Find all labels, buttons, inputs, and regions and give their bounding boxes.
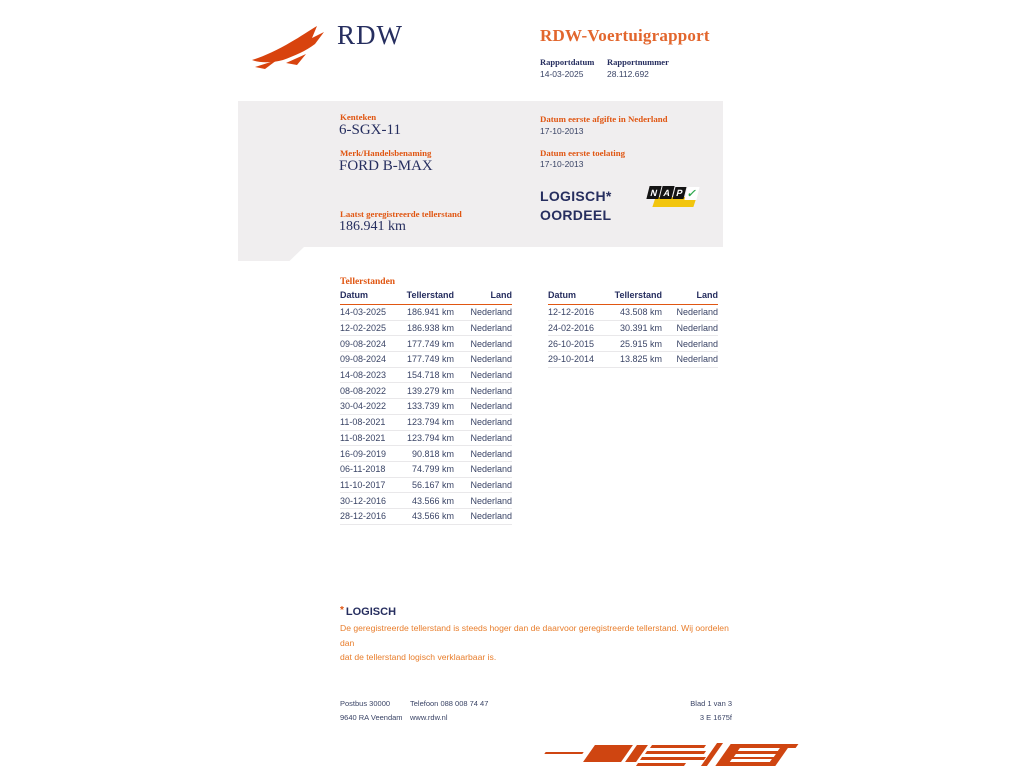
table-header-row	[548, 290, 718, 305]
footnote-text	[340, 621, 740, 665]
footer-website-link[interactable]: www.rdw.nl	[410, 713, 448, 722]
tellerstanden-table-left	[340, 290, 512, 525]
cell-datum: 16-09-2019	[340, 448, 387, 459]
cell-datum: 09-08-2024	[340, 338, 387, 349]
cell-land: Nederland	[676, 323, 718, 334]
cell-datum: 29-10-2014	[548, 354, 595, 365]
cell-tellerstand: 186.938 km	[406, 323, 454, 334]
cell-land: Nederland	[676, 338, 718, 349]
header-tellerstand: Tellerstand	[614, 290, 662, 300]
report-number-value: 28.112.692	[607, 69, 649, 79]
toelating-value: 17-10-2013	[540, 159, 584, 169]
tellerstanden-table-right	[548, 290, 718, 368]
nap-letter-p: P	[673, 187, 687, 199]
merk-value: FORD B-MAX	[339, 158, 433, 174]
nap-logo	[648, 186, 700, 209]
footnote-asterisk: *	[340, 605, 344, 616]
table-row	[340, 446, 512, 462]
table-row	[340, 368, 512, 384]
oordeel-line1: LOGISCH*	[540, 188, 612, 204]
cell-tellerstand: 123.794 km	[406, 432, 454, 443]
cell-tellerstand: 43.566 km	[411, 511, 454, 522]
table-row	[340, 352, 512, 368]
footer-contact	[410, 697, 488, 725]
cell-land: Nederland	[470, 338, 512, 349]
table-row	[548, 336, 718, 352]
cell-land: Nederland	[470, 464, 512, 475]
cell-tellerstand: 30.391 km	[619, 323, 662, 334]
cell-tellerstand: 177.749 km	[406, 338, 454, 349]
oordeel-text	[540, 187, 612, 225]
cell-datum: 14-03-2025	[340, 307, 387, 318]
cell-tellerstand: 90.818 km	[411, 448, 454, 459]
cell-tellerstand: 43.508 km	[619, 307, 662, 318]
table-row	[548, 305, 718, 321]
rdw-stripe-pattern-decoration	[545, 743, 797, 768]
table-row	[340, 321, 512, 337]
kenteken-label: Kenteken	[340, 112, 377, 122]
report-date-value: 14-03-2025	[540, 69, 584, 79]
cell-datum: 06-11-2018	[340, 464, 386, 475]
footer-address-line2: 9640 RA Veendam	[340, 713, 403, 722]
cell-tellerstand: 13.825 km	[619, 354, 662, 365]
footer-form-code: 3 E 1675f	[699, 713, 732, 722]
cell-land: Nederland	[470, 385, 512, 396]
cell-datum: 26-10-2015	[548, 338, 595, 349]
table-row	[340, 493, 512, 509]
report-number-label: Rapportnummer	[607, 57, 669, 67]
table-row	[340, 462, 512, 478]
header-datum: Datum	[548, 290, 577, 300]
cell-land: Nederland	[470, 354, 512, 365]
afgifte-label: Datum eerste afgifte in Nederland	[540, 114, 668, 124]
table-row	[548, 352, 718, 368]
header-tellerstand: Tellerstand	[406, 290, 454, 300]
table-row	[340, 305, 512, 321]
nap-checkmark-icon: ✓	[685, 188, 698, 200]
cell-tellerstand: 139.279 km	[406, 385, 454, 396]
table-row	[548, 321, 718, 337]
footer-page-info	[632, 697, 732, 725]
cell-land: Nederland	[470, 448, 512, 459]
footnote-line2: dat de tellerstand logisch verklaarbaar is.	[340, 652, 497, 662]
nap-letter-a: A	[659, 186, 674, 199]
tellerstand-label: Laatst geregistreerde tellerstand	[340, 209, 462, 219]
footer-phone: Telefoon 088 008 74 47	[410, 699, 489, 708]
kenteken-value: 6-SGX-11	[339, 122, 401, 138]
cell-land: Nederland	[470, 417, 512, 428]
table-row	[340, 431, 512, 447]
cell-tellerstand: 177.749 km	[406, 354, 454, 365]
cell-tellerstand: 123.794 km	[406, 417, 454, 428]
cell-datum: 11-08-2021	[340, 417, 386, 428]
cell-land: Nederland	[470, 307, 512, 318]
page-title: RDW-Voertuigrapport	[540, 26, 710, 45]
header-land: Land	[490, 290, 512, 300]
merk-label: Merk/Handelsbenaming	[340, 148, 432, 158]
table-row	[340, 383, 512, 399]
header-datum: Datum	[340, 290, 369, 300]
cell-tellerstand: 56.167 km	[411, 479, 454, 490]
cell-datum: 24-02-2016	[548, 323, 595, 334]
cell-datum: 12-12-2016	[548, 307, 595, 318]
table-title: Tellerstanden	[340, 277, 396, 287]
cell-datum: 12-02-2025	[340, 323, 387, 334]
toelating-label: Datum eerste toelating	[540, 148, 626, 158]
cell-land: Nederland	[470, 511, 512, 522]
afgifte-value: 17-10-2013	[540, 126, 584, 136]
cell-land: Nederland	[470, 479, 512, 490]
cell-tellerstand: 133.739 km	[406, 401, 454, 412]
cell-datum: 11-10-2017	[340, 479, 386, 490]
footnote-heading-text: LOGISCH	[345, 606, 397, 618]
rdw-logo-icon	[250, 26, 332, 70]
cell-land: Nederland	[470, 401, 512, 412]
table-row	[340, 509, 512, 525]
cell-land: Nederland	[470, 495, 512, 506]
cell-land: Nederland	[470, 370, 512, 381]
nap-letter-n: N	[646, 186, 661, 199]
footer-address-line1: Postbus 30000	[340, 699, 391, 708]
table-row	[340, 399, 512, 415]
rdw-logo-wordmark: RDW	[337, 20, 403, 50]
panel-corner-tab	[238, 247, 304, 261]
cell-land: Nederland	[676, 307, 718, 318]
table-row	[340, 336, 512, 352]
cell-tellerstand: 154.718 km	[406, 370, 454, 381]
cell-land: Nederland	[470, 323, 512, 334]
cell-datum: 11-08-2021	[340, 432, 386, 443]
cell-tellerstand: 74.799 km	[411, 464, 454, 475]
cell-datum: 08-08-2022	[340, 385, 387, 396]
tellerstand-value: 186.941 km	[339, 219, 406, 234]
footnote-line1: De geregistreerde tellerstand is steeds hoger dan de daarvoor geregistreerde tellerstand. Wij oordelen dan	[340, 623, 729, 648]
table-row	[340, 478, 512, 494]
cell-datum: 30-04-2022	[340, 401, 387, 412]
table-header-row	[340, 290, 512, 305]
report-date-label: Rapportdatum	[540, 57, 595, 67]
cell-datum: 28-12-2016	[340, 511, 387, 522]
oordeel-line2: OORDEEL	[540, 207, 612, 223]
cell-datum: 30-12-2016	[340, 495, 387, 506]
footer-page-number: Blad 1 van 3	[690, 699, 732, 708]
cell-datum: 14-08-2023	[340, 370, 387, 381]
cell-tellerstand: 43.566 km	[411, 495, 454, 506]
cell-datum: 09-08-2024	[340, 354, 387, 365]
footnote-heading	[340, 605, 396, 618]
cell-land: Nederland	[676, 354, 718, 365]
cell-tellerstand: 186.941 km	[406, 307, 454, 318]
footer-address	[340, 697, 403, 725]
header-land: Land	[696, 290, 718, 300]
cell-land: Nederland	[470, 432, 512, 443]
cell-tellerstand: 25.915 km	[619, 338, 662, 349]
table-row	[340, 415, 512, 431]
